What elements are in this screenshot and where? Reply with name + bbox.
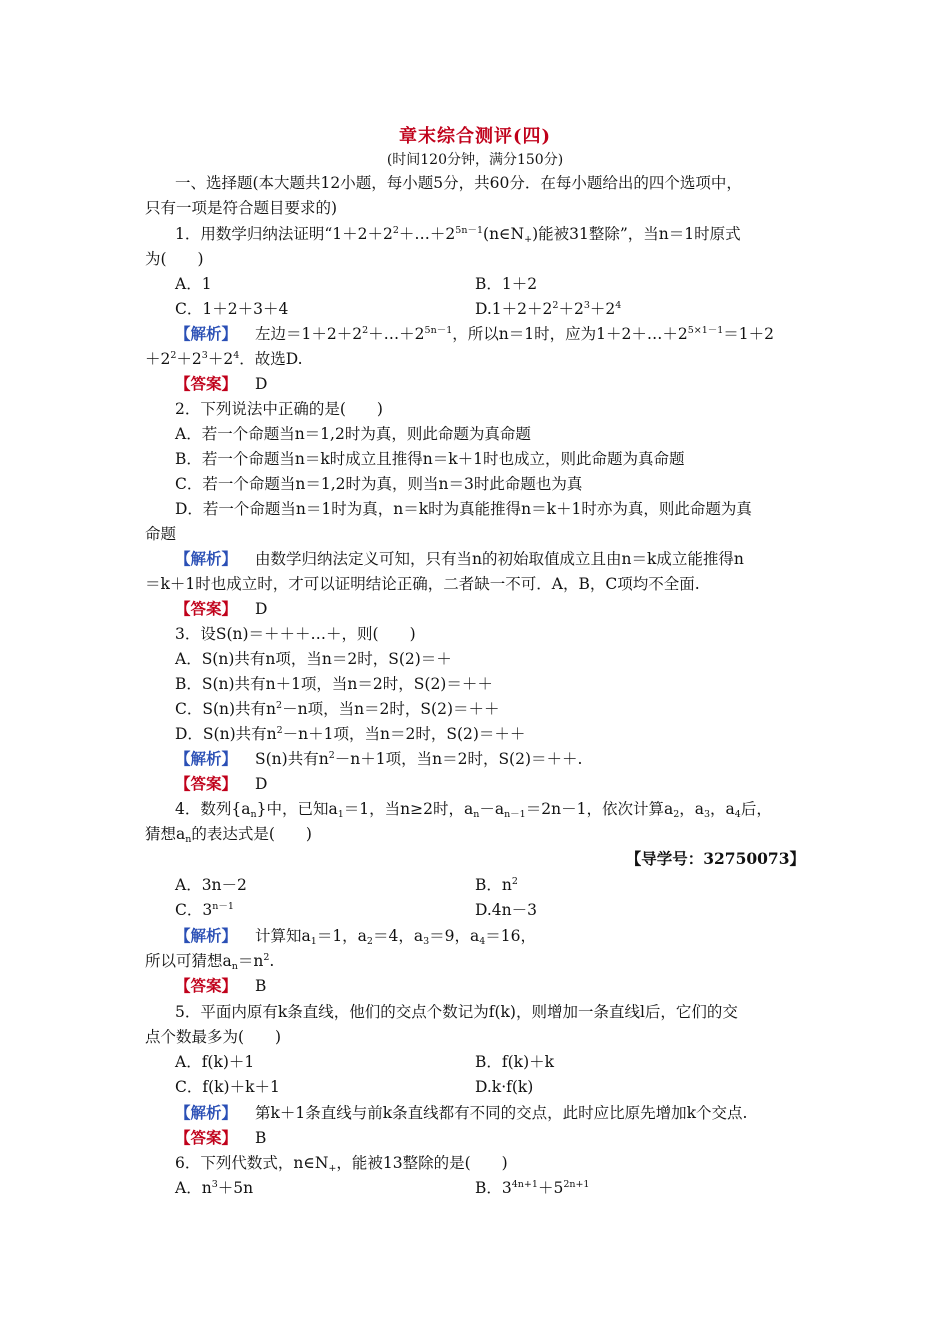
- q1-analysis-line1: 【解析】 左边$=1+2+2^2+\dots+2^{5n-1}$，所以n＝1时，应为$1+2+\dots+2^{5\times 1-1}=1+2$: [175, 324, 775, 343]
- q1-stem-line1: 1．用数学归纳法证明“$1+2+2^2+\dots+2^{5n-1}(n\in N_+)$能被31整除”，当n＝1时原式: [175, 225, 741, 245]
- analysis-label: 【解析】: [175, 324, 238, 343]
- q5-option-d: D.k·f(k): [475, 1078, 534, 1096]
- q1-answer: 【答案】 D: [175, 374, 268, 393]
- q2-analysis-line2: ＝k＋1时也成立时，才可以证明结论正确，二者缺一不可．A，B，C项均不全面.: [145, 575, 700, 593]
- q2-option-a: A．若一个命题当n＝1,2时为真，则此命题为真命题: [175, 425, 531, 443]
- q4-option-c: C．$3^{n-1}$: [175, 901, 234, 919]
- section-heading-line2: 只有一项是符合题目要求的): [145, 199, 338, 217]
- q5-stem-line1: 5．平面内原有k条直线，他们的交点个数记为f(k)，则增加一条直线l后，它们的交: [175, 1003, 738, 1021]
- q4-stem-line1: 4．数列$\{a_n\}$中，已知$a_1=1$，当n≥2时，$a_n-a_{n-1}=2n-1$，依次计算$a_2$，$a_3$，$a_4$后，: [175, 800, 772, 820]
- q5-option-a: A．f(k)＋1: [175, 1053, 255, 1071]
- answer-label: 【答案】: [175, 374, 238, 393]
- analysis-label: 【解析】: [175, 749, 238, 768]
- q3-stem: 3．设S(n)＝＋＋＋…＋，则( ): [175, 625, 416, 643]
- q4-answer: 【答案】 B: [175, 976, 267, 995]
- q2-option-d-line2: 命题: [145, 525, 177, 543]
- answer-label: 【答案】: [175, 774, 238, 793]
- q4-option-a: A．3n－2: [175, 876, 247, 894]
- q4-analysis-line2: 所以可猜想$a_n=n^2$.: [145, 952, 275, 972]
- q1-option-b: B．1＋2: [475, 275, 538, 293]
- q5-stem-line2: 点个数最多为( ): [145, 1028, 282, 1046]
- q2-option-d-line1: D．若一个命题当n＝1时为真，n＝k时为真能推得n＝k＋1时亦为真，则此命题为真: [175, 500, 752, 518]
- q4-stem-line2: 猜想$a_n$的表达式是( ): [145, 825, 312, 845]
- q3-analysis: 【解析】 S(n)共有$n^2-n+1$项，当n＝2时，S(2)＝＋＋.: [175, 749, 583, 768]
- analysis-label: 【解析】: [175, 926, 238, 945]
- q1-option-c: C．1＋2＋3＋4: [175, 300, 289, 318]
- q2-stem: 2．下列说法中正确的是( ): [175, 400, 383, 418]
- q6-option-b: B．$3^{4n+1}+5^{2n+1}$: [475, 1179, 590, 1197]
- analysis-label: 【解析】: [175, 549, 238, 568]
- q3-option-b: B．S(n)共有n＋1项，当n＝2时，S(2)＝＋＋: [175, 675, 493, 693]
- answer-label: 【答案】: [175, 1128, 238, 1147]
- q3-option-c: C．S(n)共有$n^2-n$项，当n＝2时，S(2)＝＋＋: [175, 700, 500, 718]
- q4-analysis-line1: 【解析】 计算知$a_1=1$，$a_2=4$，$a_3=9$，$a_4=16$，: [175, 926, 537, 947]
- answer-label: 【答案】: [175, 976, 238, 995]
- q6-stem: 6．下列代数式，$n\in N_+$，能被13整除的是( ): [175, 1154, 508, 1174]
- q2-option-c: C．若一个命题当n＝1,2时为真，则当n＝3时此命题也为真: [175, 475, 583, 493]
- page-subtitle: (时间120分钟，满分150分): [386, 152, 564, 168]
- q5-analysis: 【解析】 第k＋1条直线与前k条直线都有不同的交点，此时应比原先增加k个交点.: [175, 1103, 748, 1122]
- guide-number: 【导学号：32750073】: [625, 849, 805, 868]
- q2-answer: 【答案】 D: [175, 599, 268, 618]
- q3-answer: 【答案】 D: [175, 774, 268, 793]
- answer-label: 【答案】: [175, 599, 238, 618]
- section-heading-line1: 一、选择题(本大题共12小题，每小题5分，共60分．在每小题给出的四个选项中，: [175, 174, 742, 192]
- q5-answer: 【答案】 B: [175, 1128, 267, 1147]
- q4-option-b: B．$n^2$: [475, 876, 518, 894]
- q5-option-c: C．f(k)＋k＋1: [175, 1078, 280, 1096]
- q3-option-a: A．S(n)共有n项，当n＝2时，S(2)＝＋: [175, 650, 452, 668]
- q1-option-d: $D.1+2+2^2+2^3+2^4$: [475, 300, 622, 318]
- q6-option-a: A．$n^3+5n$: [175, 1179, 254, 1197]
- q5-option-b: B．f(k)＋k: [475, 1053, 555, 1071]
- q4-option-d: D.4n－3: [475, 901, 538, 919]
- page-title: 章末综合测评(四): [398, 126, 552, 147]
- analysis-label: 【解析】: [175, 1103, 238, 1122]
- q2-analysis-line1: 【解析】 由数学归纳法定义可知，只有当n的初始取值成立且由n＝k成立能推得n: [175, 549, 744, 568]
- q2-option-b: B．若一个命题当n＝k时成立且推得n＝k＋1时也成立，则此命题为真命题: [175, 450, 685, 468]
- q1-analysis-line2: $+2^2+2^3+2^4$．故选D.: [145, 350, 303, 368]
- q1-option-a: A．1: [175, 275, 212, 293]
- q1-stem-line2: 为( ): [145, 250, 204, 268]
- q3-option-d: D．S(n)共有$n^2-n+1$项，当n＝2时，S(2)＝＋＋: [175, 725, 526, 743]
